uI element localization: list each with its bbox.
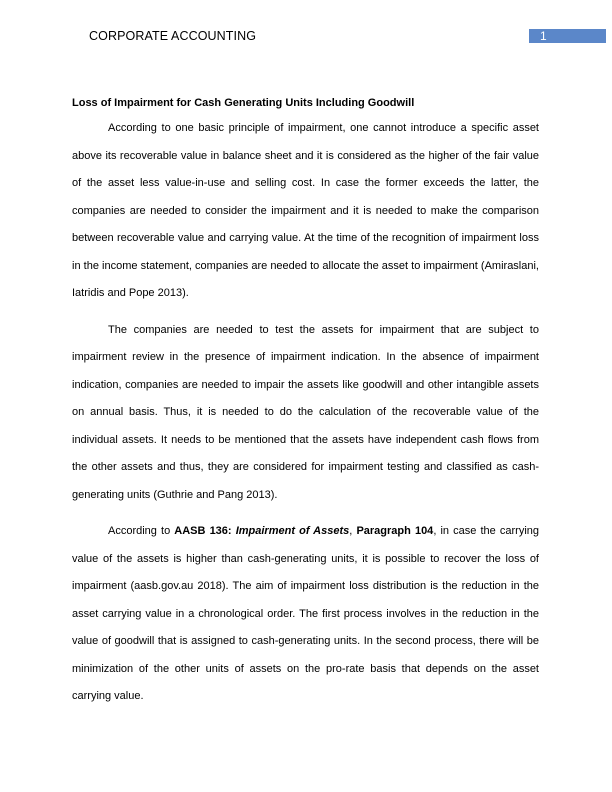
document-body	[72, 93, 539, 720]
paragraph-1: According to one basic principle of impairment, one cannot introduce a specific asset above its recoverable value in balance sheet and it is considered as the higher of the fair value of the asset less value-in-use and selling cost. In case the former exceeds the latter, the companies are needed to consider the impairment and it is needed to make the comparison between recoverable value and carrying value. At the time of the recognition of impairment loss in the income statement, companies are needed to allocate the asset to impairment (Amiraslani, Iatridis and Pope 2013).	[72, 122, 539, 299]
header-title: CORPORATE ACCOUNTING	[89, 29, 257, 43]
section-heading: Loss of Impairment for Cash Generating Units Including Goodwill	[72, 97, 415, 109]
page-header	[0, 0, 612, 60]
page-number: 1	[529, 29, 606, 43]
paragraph-2: The companies are needed to test the assets for impairment that are subject to impairment review in the presence of impairment indication. In the absence of impairment indication, companies are needed to impair the assets like goodwill and other intangible assets on annual basis. Thus, it is needed to do the calculation of the recoverable value of the individual assets. It needs to be mentioned that the assets have independent cash flows from the other assets and thus, they are considered for impairment testing and classified as cash-generating units (Guthrie and Pang 2013).	[72, 323, 539, 501]
para3-comma: ,	[349, 525, 357, 537]
standard-reference: AASB 136:	[174, 525, 232, 537]
paragraph-3	[72, 518, 539, 711]
paragraph-reference: Paragraph 104	[356, 525, 434, 537]
para3-rest: , in case the carrying value of the assets is higher than cash-generating units, it is possible to recover the loss of impairment (aasb.gov.au 2018). The aim of impairment loss distribution is the reduction in the asset carrying value in a chronological order. The first process involves in the reduction in the value of goodwill that is assigned to cash-generating units. In the second process, there will be minimization of the other units of assets on the pro-rate basis that depends on the asset carrying value.	[72, 525, 539, 702]
standard-title: Impairment of Assets	[235, 525, 350, 537]
para3-lead: According to	[108, 525, 175, 537]
